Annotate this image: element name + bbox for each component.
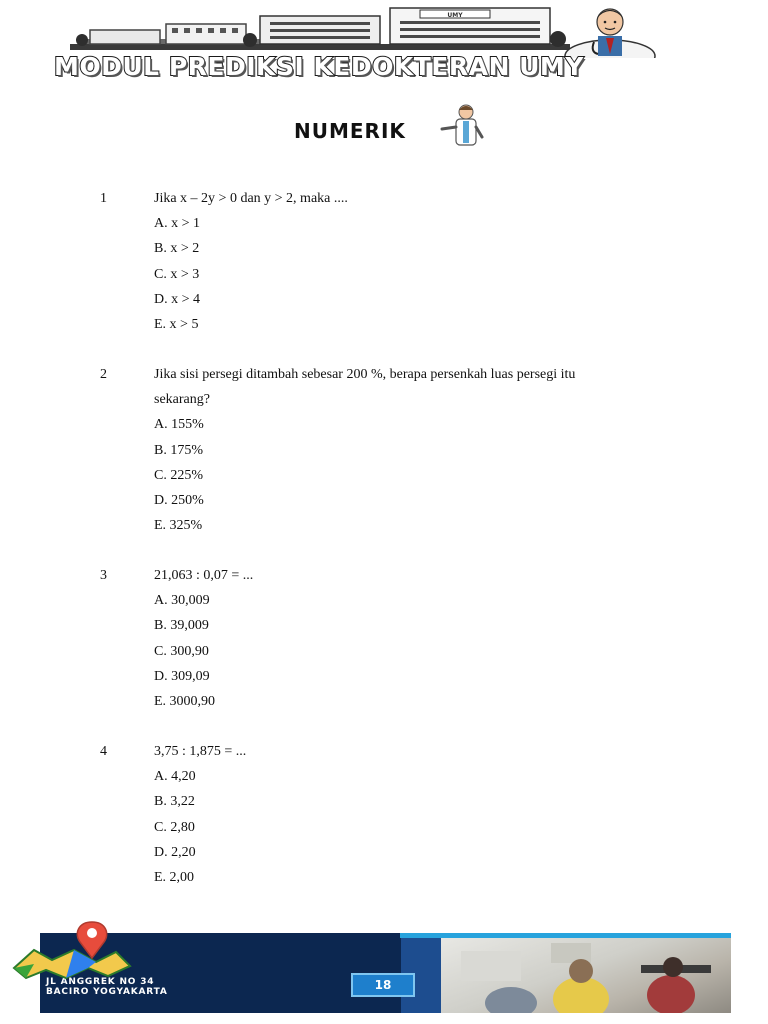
answer-option: D. 309,09 [154, 668, 210, 684]
answer-option: E. x > 5 [154, 317, 199, 333]
classroom-photo-illustration [441, 937, 731, 1013]
page-number-badge: 18 [351, 973, 415, 997]
answer-option: B. 3,22 [154, 794, 195, 810]
answer-option: E. 325% [154, 518, 203, 534]
address-line-1: JL ANGGREK NO 34 [46, 977, 155, 987]
answer-option: E. 2,00 [154, 870, 195, 886]
question-number: 2 [100, 367, 107, 382]
answer-option: D. x > 4 [154, 291, 201, 307]
classroom-photo [441, 937, 731, 1013]
answer-option: C. 300,90 [154, 643, 209, 659]
question-text-line-2: sekarang? [154, 392, 210, 408]
answer-option: A. 4,20 [154, 769, 196, 785]
answer-option: B. 175% [154, 442, 203, 458]
question-text: Jika x – 2y > 0 dan y > 2, maka .... [154, 191, 348, 206]
answer-option: A. 155% [154, 417, 204, 433]
question-text: 21,063 : 0,07 = ... [154, 568, 254, 583]
section-title: NUMERIK [294, 119, 406, 143]
question-text-line-1: Jika sisi persegi ditambah sebesar 200 %, berapa persenkah luas persegi itu [154, 367, 576, 382]
answer-option: C. 225% [154, 467, 203, 483]
campus-building-illustration [70, 6, 570, 56]
question-number: 4 [100, 744, 107, 759]
answer-option: B. 39,009 [154, 618, 209, 634]
address-line-2: BACIRO YOGYAKARTA [46, 987, 168, 997]
answer-option: C. 2,80 [154, 819, 195, 835]
answer-option: E. 3000,90 [154, 694, 216, 710]
footer-accent-line [400, 933, 731, 938]
answer-option: B. x > 2 [154, 241, 200, 257]
building-sign: UMY [447, 12, 463, 19]
map-pin-icon [12, 920, 132, 980]
doctor-illustration [560, 2, 660, 58]
question-text: 3,75 : 1,875 = ... [154, 744, 247, 759]
answer-option: D. 250% [154, 493, 204, 509]
answer-option: D. 2,20 [154, 844, 196, 860]
answer-option: A. x > 1 [154, 216, 201, 232]
question-number: 3 [100, 568, 107, 583]
question-number: 1 [100, 191, 107, 206]
header-banner [40, 0, 730, 92]
answer-option: A. 30,009 [154, 593, 210, 609]
banner-title: MODUL PREDIKSI KEDOKTERAN UMY [54, 52, 584, 81]
doctor-pointing-icon [438, 101, 494, 147]
footer-address [46, 977, 168, 997]
answer-option: C. x > 3 [154, 266, 200, 282]
